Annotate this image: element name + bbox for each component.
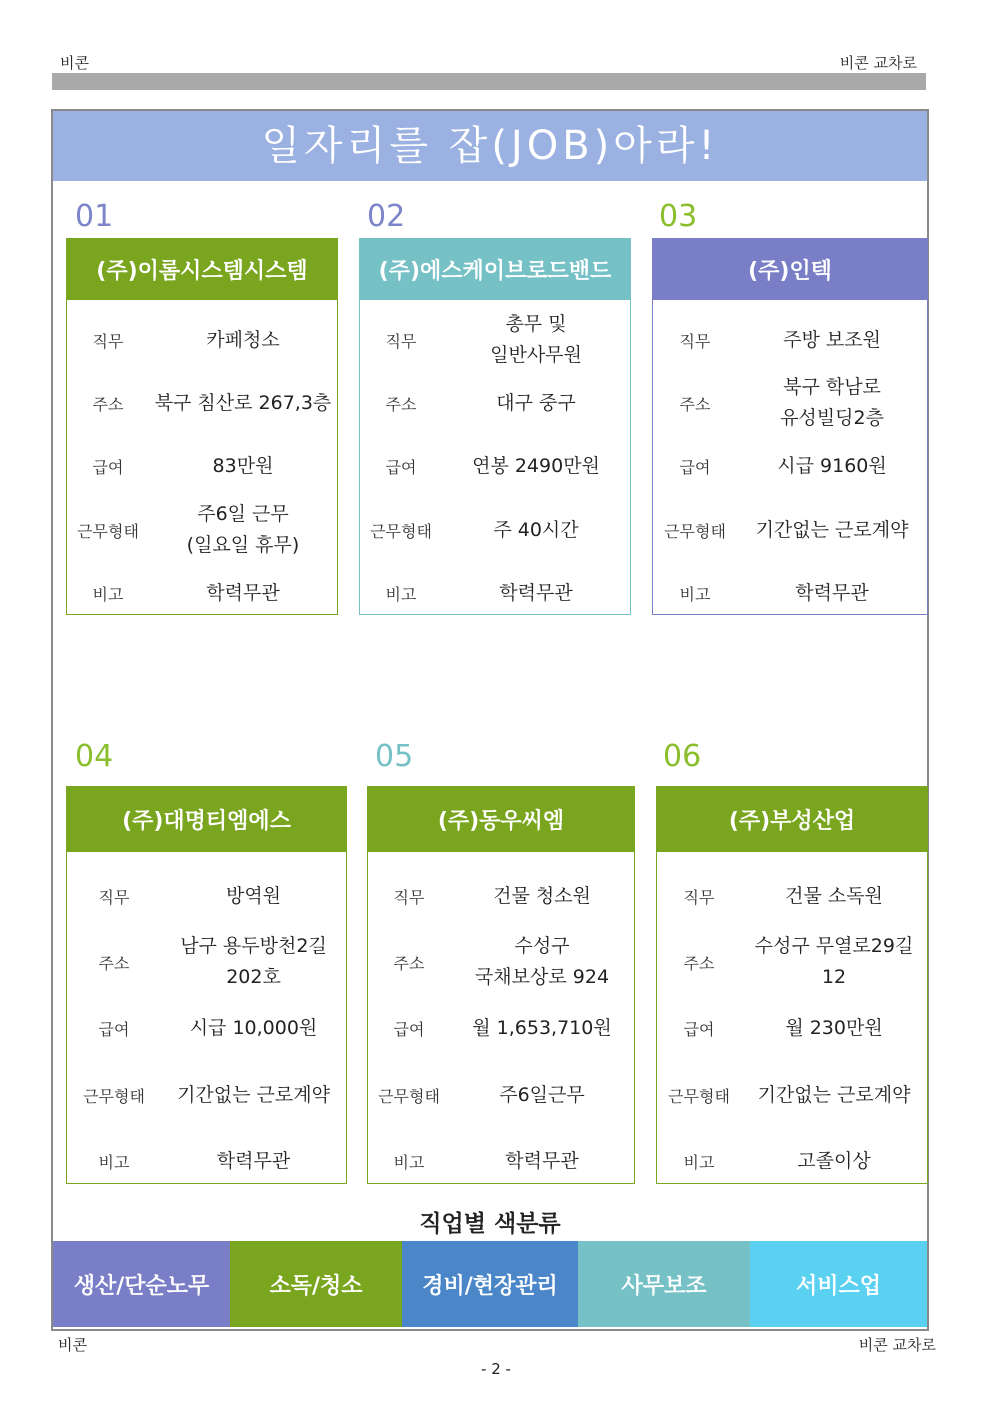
label-note: 비고 <box>679 584 711 604</box>
label-note: 비고 <box>393 1152 425 1172</box>
legend-title: 직업별 색분류 <box>419 1211 561 1237</box>
card-number: 01 <box>75 199 114 234</box>
card-number: 04 <box>75 739 114 774</box>
label-address: 주소 <box>98 953 130 973</box>
banner-title: 일자리를 잡(JOB)아라! <box>53 111 927 181</box>
label-type: 근무형태 <box>668 1086 730 1106</box>
value-note: 학력무관 <box>216 1149 291 1172</box>
value-job: 주방 보조원 <box>783 328 881 351</box>
row-type <box>653 499 927 561</box>
label-type: 근무형태 <box>664 521 726 541</box>
company-name: (주)동우씨엠 <box>367 786 635 852</box>
value-job: 방역원 <box>225 884 282 907</box>
label-address: 주소 <box>393 953 425 973</box>
value-job: 총무 및 일반사무원 <box>490 313 582 366</box>
row-note <box>360 562 630 624</box>
row-job <box>67 309 337 371</box>
label-note: 비고 <box>92 584 124 604</box>
label-pay: 급여 <box>98 1019 130 1039</box>
label-job: 직무 <box>385 331 417 351</box>
label-note: 비고 <box>98 1152 130 1172</box>
label-job: 직무 <box>98 887 130 907</box>
label-job: 직무 <box>683 887 715 907</box>
row-address <box>67 372 337 434</box>
row-job <box>360 309 630 371</box>
value-type: 주 40시간 <box>493 518 579 541</box>
row-note <box>368 1130 634 1192</box>
value-pay: 시급 9160원 <box>777 454 887 477</box>
company-name: (주)대명티엠에스 <box>66 786 347 852</box>
row-type <box>368 1064 634 1126</box>
value-address: 수성구 무열로29길 12 <box>754 935 914 988</box>
value-address: 대구 중구 <box>496 391 576 414</box>
value-type: 기간없는 근로계약 <box>757 1083 911 1106</box>
job-card <box>656 786 928 1184</box>
row-type <box>67 499 337 561</box>
row-note <box>67 1130 346 1192</box>
value-address: 수성구 국채보상로 924 <box>474 935 610 988</box>
card-number: 05 <box>375 739 414 774</box>
content-frame <box>51 109 929 1331</box>
card-number: 02 <box>367 199 406 234</box>
legend-item: 사무보조 <box>578 1241 750 1327</box>
label-address: 주소 <box>92 394 124 414</box>
row-address <box>360 372 630 434</box>
value-address: 북구 학남로 유성빌딩2층 <box>780 376 884 429</box>
label-pay: 급여 <box>679 457 711 477</box>
label-type: 근무형태 <box>83 1086 145 1106</box>
job-card <box>66 238 338 615</box>
value-pay: 83만원 <box>212 454 274 477</box>
value-note: 학력무관 <box>505 1149 579 1172</box>
row-address <box>657 931 927 993</box>
value-job: 건물 소독원 <box>785 884 883 907</box>
row-type <box>67 1064 346 1126</box>
footer-left: 비콘 <box>58 1336 87 1354</box>
value-pay: 시급 10,000원 <box>189 1016 318 1039</box>
label-pay: 급여 <box>92 457 124 477</box>
label-type: 근무형태 <box>378 1086 440 1106</box>
value-address: 남구 용두방천2길 202호 <box>180 935 327 988</box>
label-pay: 급여 <box>385 457 417 477</box>
value-pay: 연봉 2490만원 <box>472 454 600 477</box>
company-name: (주)부성산업 <box>656 786 928 852</box>
value-note: 학력무관 <box>795 581 869 604</box>
label-pay: 급여 <box>683 1019 715 1039</box>
label-type: 근무형태 <box>370 521 432 541</box>
value-note: 학력무관 <box>206 581 280 604</box>
row-pay <box>67 435 337 497</box>
row-note <box>657 1130 927 1192</box>
header-left: 비콘 <box>60 54 89 72</box>
job-card <box>66 786 347 1184</box>
legend-item: 생산/단순노무 <box>53 1241 230 1327</box>
row-pay <box>368 997 634 1059</box>
color-legend <box>53 1241 927 1327</box>
value-note: 학력무관 <box>499 581 573 604</box>
legend-item: 소독/청소 <box>230 1241 402 1327</box>
label-address: 주소 <box>679 394 711 414</box>
row-address <box>368 931 634 993</box>
header-right: 비콘 교차로 <box>839 54 917 72</box>
label-address: 주소 <box>683 953 715 973</box>
row-pay <box>67 997 346 1059</box>
label-job: 직무 <box>679 331 711 351</box>
label-address: 주소 <box>385 394 417 414</box>
value-type: 기간없는 근로계약 <box>177 1083 330 1106</box>
row-pay <box>653 435 927 497</box>
row-note <box>67 562 337 624</box>
legend-item: 경비/현장관리 <box>402 1241 578 1327</box>
row-pay <box>360 435 630 497</box>
value-type: 기간없는 근로계약 <box>755 518 909 541</box>
label-type: 근무형태 <box>77 521 139 541</box>
row-type <box>360 499 630 561</box>
label-job: 직무 <box>393 887 425 907</box>
row-type <box>657 1064 927 1126</box>
company-name: (주)에스케이브로드밴드 <box>359 238 631 300</box>
row-pay <box>657 997 927 1059</box>
row-address <box>67 931 346 993</box>
row-note <box>653 562 927 624</box>
legend-item: 서비스업 <box>750 1241 927 1327</box>
job-card <box>359 238 631 615</box>
card-number: 03 <box>659 199 698 234</box>
label-job: 직무 <box>92 331 124 351</box>
label-pay: 급여 <box>393 1019 425 1039</box>
value-job: 건물 청소원 <box>493 884 591 907</box>
value-type: 주6일근무 <box>499 1083 585 1106</box>
row-job <box>368 865 634 927</box>
company-name: (주)이롬시스템시스템 <box>66 238 338 300</box>
header-bar <box>52 73 926 90</box>
row-address <box>653 372 927 434</box>
row-job <box>67 865 346 927</box>
card-number: 06 <box>663 739 702 774</box>
row-job <box>653 309 927 371</box>
value-pay: 월 230만원 <box>785 1016 883 1039</box>
value-job: 카페청소 <box>206 328 280 351</box>
value-note: 고졸이상 <box>797 1149 871 1172</box>
job-card <box>367 786 635 1184</box>
label-note: 비고 <box>385 584 417 604</box>
job-card <box>652 238 928 615</box>
page-number: - 2 - <box>481 1360 511 1378</box>
row-job <box>657 865 927 927</box>
value-pay: 월 1,653,710원 <box>472 1016 612 1039</box>
label-note: 비고 <box>683 1152 715 1172</box>
value-type: 주6일 근무 (일요일 휴무) <box>186 503 300 556</box>
company-name: (주)인텍 <box>652 238 928 300</box>
value-address: 북구 침산로 267,3층 <box>154 391 332 414</box>
footer-right: 비콘 교차로 <box>858 1336 936 1354</box>
